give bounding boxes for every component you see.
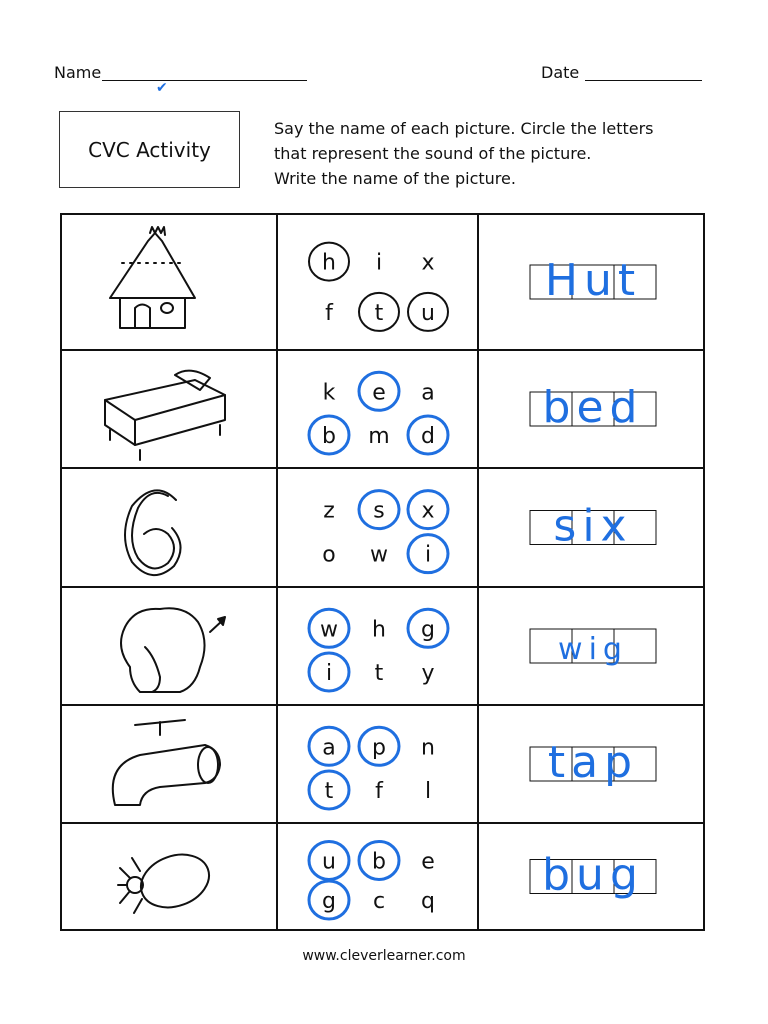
- letter-choice[interactable]: u: [322, 849, 336, 875]
- letter-choice[interactable]: i: [325, 660, 333, 686]
- letter-choice[interactable]: x: [421, 250, 435, 276]
- letter-choice[interactable]: h: [322, 250, 336, 276]
- letter-choice[interactable]: k: [322, 380, 336, 406]
- letter-choice[interactable]: b: [322, 423, 336, 449]
- letter-choice[interactable]: d: [421, 423, 435, 449]
- letter-choice[interactable]: t: [324, 778, 334, 804]
- letter-choice[interactable]: s: [373, 498, 385, 524]
- wig-picture: [121, 608, 225, 692]
- letter-choice[interactable]: e: [421, 849, 435, 875]
- letter-choice[interactable]: m: [368, 423, 390, 449]
- name-label: Name: [54, 63, 102, 82]
- letter-choice[interactable]: h: [372, 617, 386, 643]
- letter-choice[interactable]: t: [374, 300, 384, 326]
- letter-choice[interactable]: g: [322, 889, 336, 915]
- date-field[interactable]: [585, 80, 702, 81]
- bug-picture: [118, 846, 216, 917]
- six-picture: [125, 490, 181, 575]
- letter-choice[interactable]: e: [372, 380, 386, 406]
- handwritten-answer[interactable]: bug: [542, 849, 644, 901]
- letter-choice[interactable]: o: [322, 542, 336, 568]
- page-title: CVC Activity: [88, 137, 211, 162]
- letter-choice[interactable]: l: [424, 778, 432, 804]
- letter-choice[interactable]: z: [323, 498, 335, 524]
- activity-title-box: [59, 111, 240, 188]
- bed-picture: [105, 371, 225, 460]
- letter-choice[interactable]: p: [372, 735, 386, 761]
- letter-choice[interactable]: f: [325, 300, 333, 326]
- handwritten-answer[interactable]: six: [553, 500, 633, 552]
- letter-choice[interactable]: w: [370, 542, 388, 568]
- name-field[interactable]: [102, 80, 307, 81]
- instructions: [274, 116, 654, 191]
- checkmark-icon: ✔: [156, 80, 168, 96]
- letter-choice[interactable]: q: [421, 889, 435, 915]
- letter-choice[interactable]: f: [375, 778, 383, 804]
- letter-choice[interactable]: c: [372, 889, 386, 915]
- letter-choice[interactable]: x: [421, 498, 435, 524]
- handwritten-answer[interactable]: Hut: [544, 255, 642, 306]
- instruction-line: that represent the sound of the picture.: [274, 144, 592, 163]
- hut-picture: [110, 227, 195, 328]
- letter-choice[interactable]: a: [421, 380, 435, 406]
- letter-choice[interactable]: a: [322, 735, 336, 761]
- tap-picture: [113, 720, 220, 805]
- letter-choice[interactable]: n: [421, 735, 435, 761]
- letter-choices: [309, 243, 448, 919]
- letter-choice[interactable]: i: [424, 542, 432, 568]
- letter-choice[interactable]: g: [421, 617, 435, 643]
- letter-choice[interactable]: b: [372, 849, 386, 875]
- letter-choice[interactable]: w: [320, 617, 338, 643]
- handwritten-answer[interactable]: bed: [542, 382, 644, 433]
- worksheet-table: [60, 213, 705, 931]
- letter-choice[interactable]: i: [375, 250, 383, 276]
- letter-choice[interactable]: y: [421, 660, 435, 686]
- date-label: Date: [541, 63, 580, 82]
- letter-choice[interactable]: t: [374, 660, 384, 686]
- instruction-line: Say the name of each picture. Circle the letters: [274, 119, 654, 138]
- footer-url: www.cleverlearner.com: [302, 948, 466, 964]
- instruction-line: Write the name of the picture.: [274, 169, 516, 188]
- letter-choice[interactable]: u: [421, 300, 435, 326]
- handwritten-answer[interactable]: wig: [558, 632, 628, 667]
- answer-boxes: [530, 255, 656, 901]
- handwritten-answer[interactable]: tap: [547, 737, 639, 788]
